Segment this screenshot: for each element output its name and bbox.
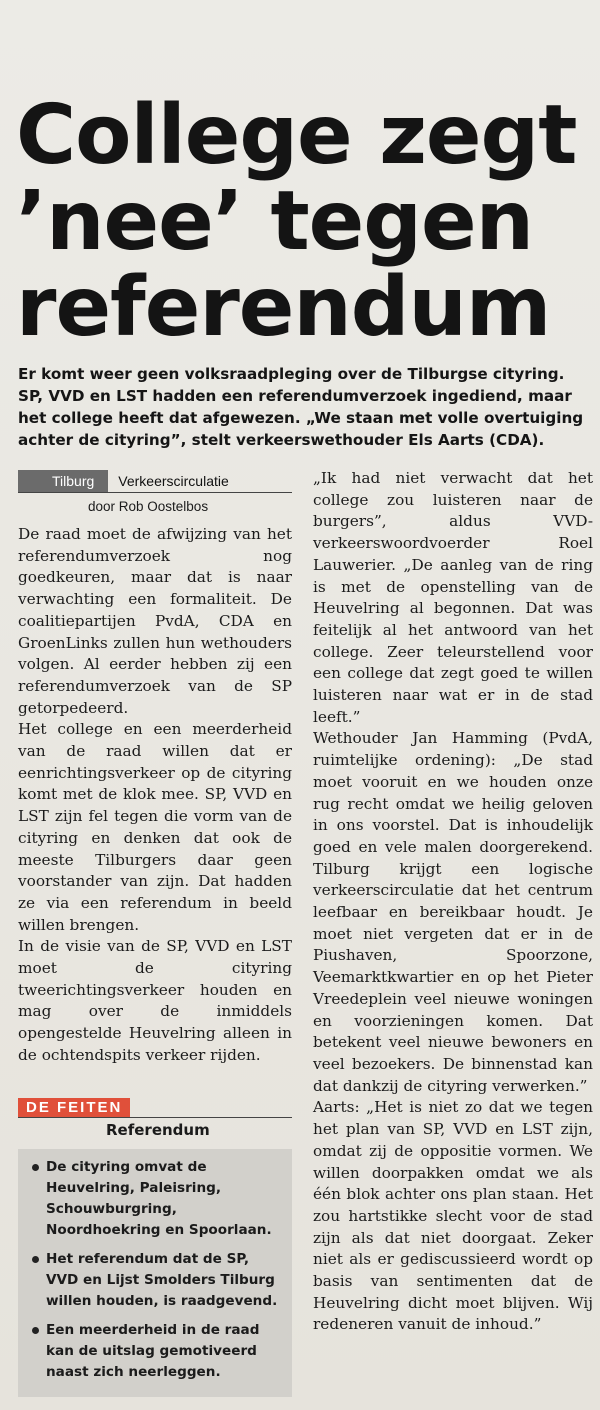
section-tag (18, 470, 292, 493)
facts-item-text: De cityring omvat de Heuvelring, Paleisring, Schouwburgring, Noordhoekring en Spoorlaan. (46, 1159, 272, 1238)
lead-paragraph: Er komt weer geen volksraadpleging over de Tilburgse cityring. SP, VVD en LST hadden een referendumverzoek ingediend, maar het college heeft dat afgewezen. „We staan met volle overtuiging achter de cityring”, stelt verkeerswethouder Els Aarts (CDA). (18, 365, 584, 449)
left-paragraph: De raad moet de afwijzing van het referendumverzoek nog goedkeuren, maar dat is naar verwachting een formaliteit. De coalitiepartijen PvdA, CDA en GroenLinks zullen hun wethouders volgen. Al eerder hebben zij een referendumverzoek van de SP getorpedeerd. (18, 525, 292, 717)
left-body-text (18, 524, 292, 1067)
tag-topic: Verkeerscirculatie (118, 473, 229, 489)
left-column (18, 470, 292, 1067)
bullet-icon (32, 1327, 39, 1334)
facts-list-panel (18, 1149, 292, 1397)
tag-city: Tilburg (18, 470, 108, 492)
bullet-icon (32, 1164, 39, 1171)
left-paragraph: Het college en een meerderheid van de raad willen dat er eenrichtingsverkeer op de cityring komt met de klok mee. SP, VVD en LST zijn fel tegen die vorm van de cityring en denken dat ook de meeste Tilburgers daar geen voorstander van zijn. Dat hadden ze via een referendum in beeld willen brengen. (18, 720, 292, 934)
facts-title: Referendum (106, 1121, 210, 1139)
right-paragraph: Aarts: „Het is niet zo dat we tegen het plan van SP, VVD en LST zijn, omdat zij de oppositie vormen. We willen doorpakken omdat we als één blok achter ons plan staan. Het zou hartstikke slecht voor de stad zijn als dat niet doorgaat. Zeker niet als er gediscussieerd wordt op basis van sentimenten dat de Heuvelring dicht moet blijven. Wij redeneren vanuit de inhoud.” (313, 1098, 593, 1334)
right-paragraph: Wethouder Jan Hamming (PvdA, ruimtelijke ordening): „De stad moet vooruit en we houden onze rug recht omdat we heilig geloven in ons voorstel. Dat is inhoudelijk goed en vele malen doorgerekend. Tilburg krijgt een logische verkeerscirculatie dat het centrum leefbaar en bereikbaar houdt. Je moet niet vergeten dat er in de Piushaven, Spoorzone, Veemarktkwartier en op het Pieter Vreedeplein veel nieuwe woningen en voorzieningen komen. Dat betekent veel nieuwe bewoners en veel bezoekers. De binnenstad kan dat dankzij de cityring verwerken.” (313, 729, 593, 1095)
headline (16, 87, 586, 355)
facts-label: DE FEITEN (18, 1098, 130, 1117)
facts-divider (18, 1117, 292, 1118)
right-paragraph: „Ik had niet verwacht dat het college zou luisteren naar de burgers”, aldus VVD-verkeerswoordvoerder Roel Lauwerier. „De aanleg van de ring is met de openstelling van de Heuvelring al begonnen. Dat was feitelijk al het antwoord van het college. Zeer teleurstellend voor een college dat zegt goed te willen luisteren naar wat er in de stad leeft.” (313, 469, 593, 726)
bullet-icon (32, 1256, 39, 1263)
right-body-text (313, 468, 593, 1336)
facts-item (32, 1320, 286, 1383)
headline-line-1: College zegt (16, 87, 577, 183)
facts-item (32, 1249, 286, 1312)
byline: door Rob Oostelbos (88, 499, 209, 514)
left-paragraph: In de visie van de SP, VVD en LST moet de cityring tweerichtingsverkeer houden en mag over de inmiddels opengestelde Heuvelring alleen in de ochtendspits verkeer rijden. (18, 937, 292, 1064)
facts-item (32, 1157, 286, 1241)
facts-item-text: Een meerderheid in de raad kan de uitslag gemotiveerd naast zich neerleggen. (46, 1322, 260, 1380)
right-column (313, 468, 593, 1336)
facts-item-text: Het referendum dat de SP, VVD en Lijst Smolders Tilburg willen houden, is raadgevend. (46, 1251, 278, 1309)
facts-box (18, 1097, 292, 1397)
headline-line-2: ’nee’ tegen (16, 173, 533, 269)
headline-line-3: referendum (16, 259, 551, 355)
